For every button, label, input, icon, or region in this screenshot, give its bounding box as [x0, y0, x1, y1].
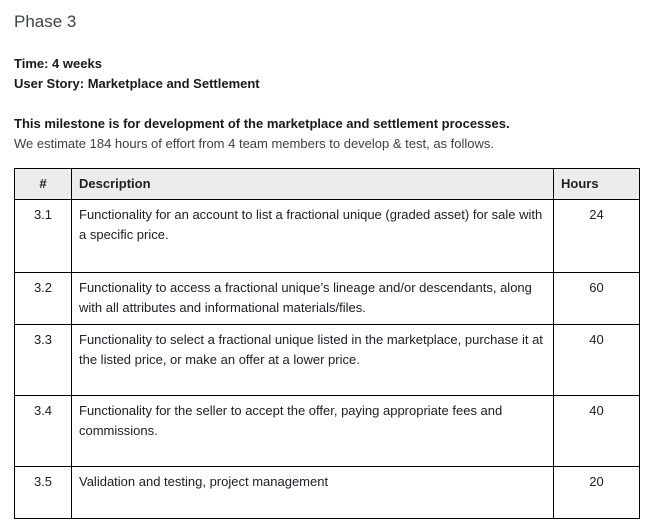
- table-row: [15, 200, 640, 273]
- row-num: 3.5: [15, 467, 72, 519]
- table-row: [15, 467, 640, 519]
- row-hours: 40: [554, 325, 640, 396]
- row-num: 3.3: [15, 325, 72, 396]
- row-description: Validation and testing, project management: [72, 467, 554, 519]
- row-hours: 60: [554, 273, 640, 325]
- col-header-description: Description: [72, 169, 554, 200]
- row-hours: 40: [554, 396, 640, 467]
- row-hours: 20: [554, 467, 640, 519]
- table-row: [15, 396, 640, 467]
- row-num: 3.1: [15, 200, 72, 273]
- table-row: [15, 273, 640, 325]
- table-row: [15, 325, 640, 396]
- row-num: 3.2: [15, 273, 72, 325]
- row-description: Functionality for the seller to accept the offer, paying appropriate fees and commissions.: [72, 396, 554, 467]
- milestone-line: This milestone is for development of the marketplace and settlement processes.: [14, 116, 510, 131]
- row-description: Functionality for an account to list a fractional unique (graded asset) for sale with a specific price.: [72, 200, 554, 273]
- time-line: Time: 4 weeks: [14, 56, 102, 71]
- col-header-num: #: [15, 169, 72, 200]
- row-num: 3.4: [15, 396, 72, 467]
- user-story-line: User Story: Marketplace and Settlement: [14, 76, 260, 91]
- row-description: Functionality to select a fractional unique listed in the marketplace, purchase it at the listed price, or make an offer at a lower price.: [72, 325, 554, 396]
- effort-table: [14, 168, 640, 519]
- page-title: Phase 3: [14, 12, 77, 31]
- row-description: Functionality to access a fractional unique’s lineage and/or descendants, along with all attributes and informational materials/files.: [72, 273, 554, 325]
- estimate-line: We estimate 184 hours of effort from 4 team members to develop & test, as follows.: [14, 136, 495, 151]
- row-hours: 24: [554, 200, 640, 273]
- table-header-row: [15, 169, 640, 200]
- col-header-hours: Hours: [554, 169, 640, 200]
